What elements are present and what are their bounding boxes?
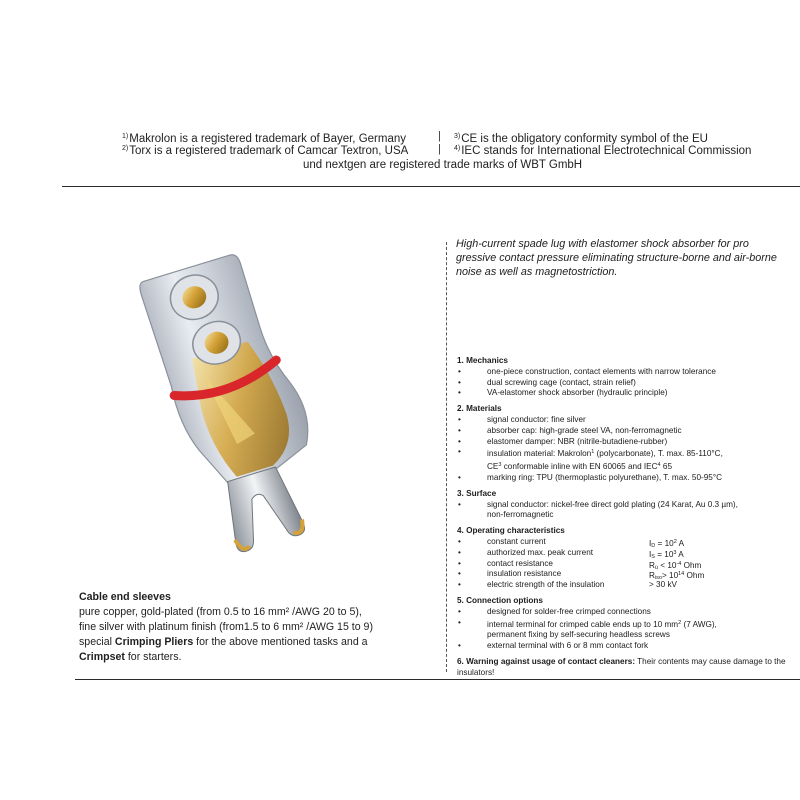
spec-item-continuation: non-ferromagnetic — [487, 510, 554, 520]
spec-row-electric-strength: • electric strength of the insulation > 30 kV — [458, 580, 677, 590]
product-intro: High-current spade lug with elastomer shock absorber for pro gressive contact pressure eliminating structure-borne and air-borne noise as well as magnetostriction. — [456, 238, 777, 278]
caption-block: Cable end sleeves pure copper, gold-plated (from 0.5 to 16 mm² /AWG 20 to 5), fine silver with platinum finish (from1.5 to 6 mm² /AWG 15 to 9) special Crimping Pliers for the above mentioned tasks and a Crimpset for starters. — [79, 591, 373, 663]
spec-item: • insulation material: Makrolon$^1$ (polycarbonate), T. max. 85-110°C, — [458, 447, 723, 459]
caption-title: Cable end sleeves — [79, 591, 171, 603]
trademark-separator: | — [438, 130, 441, 142]
trademark-separator: | — [438, 143, 441, 155]
spec-item: • dual screwing cage (contact, strain relief) — [458, 377, 636, 387]
caption-line: pure copper, gold-plated (from 0.5 to 16 mm² /AWG 20 to 5), — [79, 606, 362, 618]
spec-row-peak-current: • authorized max. peak current $I_S = 10^3$ A — [458, 547, 684, 560]
spec-row-contact-resistance: • contact resistance $R_ü < 10^{-4}$ Ohm — [458, 558, 702, 571]
spec-item: • internal terminal for crimped cable ends up to 10 $mm^2$ (7 AWG), — [458, 617, 717, 629]
top-divider — [62, 186, 800, 187]
trademark-note-iec: $^{4)}$IEC stands for International Electrotechnical Commission — [454, 145, 752, 157]
spec-heading-operating: 4. Operating characteristics — [457, 526, 565, 536]
spec-item: • signal conductor: nickel-free direct gold plating (24 Karat, Au 0.3 µm), — [458, 499, 738, 509]
spec-heading-mechanics: 1. Mechanics — [457, 356, 508, 365]
trademark-footer: und nextgen are registered trade marks of WBT GmbH — [303, 159, 583, 171]
spec-row-constant-current: • constant current $I_D = 10^2$ A — [458, 536, 685, 549]
crimping-pliers-label: Crimping Pliers — [114, 636, 194, 648]
spec-item-continuation: permanent fixing by self-securing headless screws — [487, 630, 670, 640]
spec-heading-surface: 3. Surface — [457, 488, 497, 498]
spec-item-continuation: $CE^3$ conformable inline with EN 60065 and IEC$^4$ 65 — [487, 462, 672, 472]
spec-item: • one-piece construction, contact elements with narrow tolerance — [458, 366, 716, 376]
column-divider — [446, 242, 447, 672]
trademark-note-makrolon: $^{1)}$Makrolon is a registered trademark of Bayer, Germany — [122, 133, 406, 145]
trademark-note-ce: $^{3)}$CE is the obligatory conformity symbol of the EU — [454, 133, 708, 145]
spec-heading-connection: 5. Connection options — [457, 595, 543, 605]
bottom-divider — [75, 679, 800, 680]
caption-line: fine silver with platinum finish (from1.5 to 6 mm² /AWG 15 to 9) — [79, 621, 373, 633]
spec-item: • absorber cap: high-grade steel VA, non-ferromagnetic — [458, 425, 682, 435]
warning-note: 6. Warning against usage of contact cleaners: Their contents may cause damage to the insulators! — [457, 656, 786, 677]
spec-item: • marking ring: TPU (thermoplastic polyurethane), T. max. 50-95°C — [458, 472, 723, 482]
trademark-note-torx: $^{2)}$Torx is a registered trademark of Camcar Textron, USA — [122, 145, 409, 157]
spec-list — [457, 356, 799, 679]
spec-row-insulation-resistance: • insulation resistance $R_{iso}> 10^{14}$ Ohm — [458, 569, 705, 582]
spec-item: • designed for solder-free crimped connections — [458, 606, 651, 616]
product-image — [95, 238, 375, 568]
spec-item: • elastomer damper: NBR (nitrile-butadiene-rubber) — [458, 436, 668, 446]
spec-item: • external terminal with 6 or 8 mm contact fork — [458, 641, 649, 651]
crimpset-label: Crimpset — [79, 651, 125, 663]
spec-item: • signal conductor: fine silver — [458, 414, 586, 424]
spec-item: • VA-elastomer shock absorber (hydraulic principle) — [458, 388, 668, 398]
spec-heading-materials: 2. Materials — [457, 404, 502, 414]
